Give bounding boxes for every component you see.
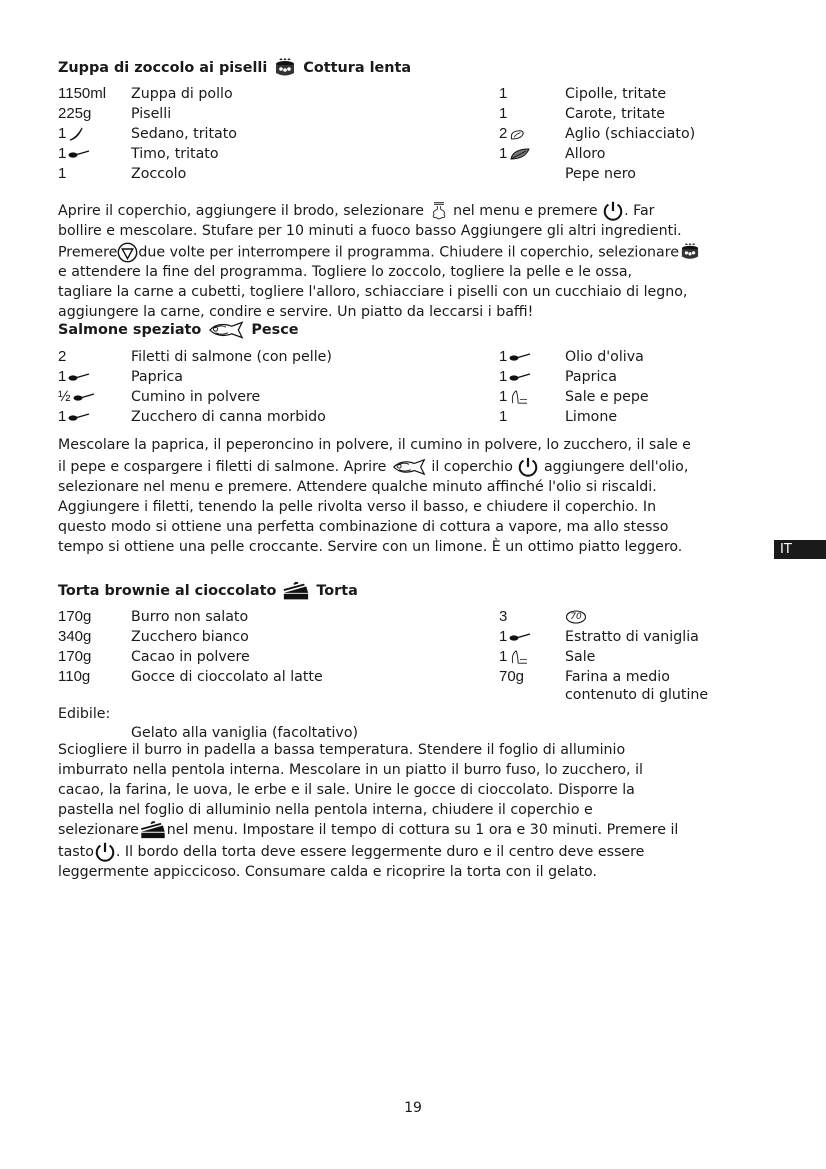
slow-cook-pot-icon [679, 243, 701, 261]
ingredient-qty-wrap [58, 124, 84, 144]
celery-icon [68, 127, 84, 141]
ingredient-row [58, 164, 778, 184]
instruction-text: Aprire il coperchio, aggiungere il brodo, selezionare [58, 203, 425, 219]
ingredient-qty: 1 [499, 368, 508, 385]
ingredient-name: Timo, tritato [131, 146, 219, 162]
teaspoon-icon [68, 372, 90, 382]
ingredient-name: Paprica [565, 369, 617, 385]
ingredient-qty: ½ [58, 388, 71, 405]
pinch-icon [509, 649, 529, 665]
recipe-instructions [58, 436, 770, 558]
instruction-text: il pepe e cospargere i filetti di salmone. Aprire [58, 458, 387, 475]
instruction-text: aggiungere la carne, condire e servire. Un piatto da leccarsi i baffi! [58, 304, 534, 321]
ingredient-row [58, 347, 778, 367]
edible-item: Gelato alla vaniglia (facoltativo) [131, 725, 359, 741]
edible-row [58, 723, 778, 743]
ingredient-row [58, 667, 778, 687]
fish-icon [391, 458, 427, 476]
recipe-mode: Torta [316, 583, 358, 599]
instruction-text: tempo si ottiene una pelle croccante. Servire con un limone. È un ottimo piatto leggero. [58, 538, 683, 555]
egg-size-label: 70 [570, 612, 582, 622]
ingredient-name: Paprica [131, 369, 183, 385]
instruction-text: Mescolare la paprica, il peperoncino in polvere, il cumino in polvere, lo zucchero, il sale e [58, 437, 691, 453]
ingredient-qty: 1 [499, 85, 508, 102]
edible-row [58, 704, 778, 724]
ingredient-qty-wrap [58, 387, 95, 407]
recipe-instructions [58, 200, 770, 323]
instruction-text: questo modo si ottiene una perfetta combinazione di cottura a vapore, ma allo stesso [58, 518, 669, 535]
ingredient-qty-wrap [499, 647, 529, 667]
instruction-text: nel menu e premere [453, 203, 598, 219]
instruction-text: selezionare nel menu e premere. Attendere qualche minuto affinché l'olio si riscaldi. [58, 478, 657, 495]
ingredient-qty: 1 [499, 628, 508, 645]
ingredient-row [58, 647, 778, 667]
bay-leaf-icon [509, 147, 531, 161]
ingredient-name: Carote, tritate [565, 106, 665, 122]
teaspoon-icon [509, 352, 531, 362]
soup-menu-icon [429, 201, 449, 221]
edible-label: Edibile: [58, 706, 111, 722]
pinch-icon [509, 389, 529, 405]
ingredient-qty: 1 [499, 648, 508, 665]
ingredient-name: Zoccolo [131, 166, 187, 182]
recipe-title [58, 581, 358, 601]
ingredient-row [58, 104, 778, 124]
power-icon [517, 456, 539, 478]
ingredient-qty-wrap [499, 124, 525, 144]
ingredient-qty: 1 [499, 105, 508, 122]
ingredient-name: Burro non salato [131, 609, 249, 625]
ingredient-qty-wrap [499, 627, 531, 647]
ingredient-row [58, 84, 778, 104]
ingredient-name: Cipolle, tritate [565, 86, 667, 102]
ingredient-name: Sale [565, 649, 596, 665]
ingredient-name: Pepe nero [565, 166, 636, 182]
ingredient-qty: 1 [58, 368, 67, 385]
ingredient-qty: 1 [58, 165, 67, 182]
instruction-text: tagliare la carne a cubetti, togliere l'alloro, schiacciare i piselli con un cucchiaio di legno, [58, 284, 688, 301]
ingredient-name: Cacao in polvere [131, 649, 250, 665]
ingredient-row [58, 367, 778, 387]
ingredient-row [58, 627, 778, 647]
recipe-title-text: Torta brownie al cioccolato [58, 583, 277, 599]
instruction-text: due volte per interrompere il programma. Chiudere il coperchio, selezionare [138, 244, 679, 261]
ingredient-row [58, 407, 778, 427]
teaspoon-icon [509, 632, 531, 642]
recipe-title-text: Salmone speziato [58, 322, 202, 338]
ingredient-qty: 2 [58, 348, 67, 365]
power-icon [602, 200, 624, 222]
ingredient-qty: 1150ml [58, 85, 107, 102]
recipe-title [58, 320, 299, 340]
instruction-text: leggermente appiccicoso. Consumare calda e ricoprire la torta con il gelato. [58, 863, 597, 880]
ingredient-qty-wrap [58, 367, 90, 387]
page-number: 19 [404, 1100, 422, 1116]
ingredient-qty-wrap [499, 144, 531, 164]
recipe-title [58, 58, 411, 78]
ingredient-name: Zuppa di pollo [131, 86, 233, 102]
ingredient-row [58, 607, 778, 627]
teaspoon-icon [68, 412, 90, 422]
ingredient-qty: 170g [58, 648, 92, 665]
ingredient-name: Estratto di vaniglia [565, 629, 699, 645]
ingredient-qty: 170g [58, 608, 92, 625]
ingredient-qty: 340g [58, 628, 92, 645]
instruction-text: . Il bordo della torta deve essere leggermente duro e il centro deve essere [115, 843, 645, 860]
instruction-text: aggiungere dell'olio, [543, 458, 689, 475]
ingredient-qty: 1 [499, 388, 508, 405]
ingredient-row [58, 387, 778, 407]
ingredient-qty: 1 [58, 408, 67, 425]
instruction-text: . Far [624, 203, 655, 219]
ingredient-row [58, 144, 778, 164]
ingredient-qty: 1 [499, 348, 508, 365]
instruction-text: tasto [58, 843, 94, 860]
cake-icon [139, 821, 167, 839]
instruction-text: Aggiungere i filetti, tenendo la pelle rivolta verso il basso, e chiudere il coperchio. In [58, 498, 657, 515]
egg-icon [565, 610, 587, 624]
instruction-text: Sciogliere il burro in padella a bassa temperatura. Stendere il foglio di alluminio [58, 742, 626, 758]
ingredient-name: Aglio (schiacciato) [565, 126, 696, 142]
ingredient-name: Gocce di cioccolato al latte [131, 669, 323, 685]
ingredient-qty: 1 [58, 125, 67, 142]
ingredient-qty: 110g [58, 668, 91, 685]
cake-icon [282, 581, 310, 601]
instruction-text: Premere [58, 244, 118, 261]
ingredient-name: Zucchero di canna morbido [131, 409, 326, 425]
instruction-text: selezionare [58, 821, 139, 838]
teaspoon-icon [509, 372, 531, 382]
instruction-text: il coperchio [431, 458, 513, 475]
egg-size-wrap [565, 607, 587, 627]
ingredient-name: contenuto di glutine [565, 687, 709, 703]
ingredient-row [58, 685, 778, 705]
recipe-title-text: Zuppa di zoccolo ai piselli [58, 60, 268, 76]
instruction-text: e attendere la fine del programma. Togliere lo zoccolo, togliere la pelle e le ossa, [58, 264, 633, 281]
ingredient-qty: 2 [499, 125, 508, 142]
ingredient-name: Farina a medio [565, 669, 670, 685]
garlic-icon [509, 128, 525, 141]
ingredient-qty: 1 [499, 408, 508, 425]
ingredient-name: Zucchero bianco [131, 629, 249, 645]
fish-icon [207, 320, 245, 340]
ingredient-qty-wrap [499, 347, 531, 367]
ingredient-qty-wrap [58, 144, 90, 164]
ingredient-row [58, 124, 778, 144]
instruction-text: bollire e mescolare. Stufare per 10 minuti a fuoco basso Aggiungere gli altri ingredienti. [58, 223, 682, 239]
ingredient-name: Sale e pepe [565, 389, 649, 405]
ingredient-name: Alloro [565, 146, 606, 162]
tablespoon-icon [68, 149, 90, 159]
ingredient-name: Sedano, tritato [131, 126, 237, 142]
ingredient-qty-wrap [499, 387, 529, 407]
ingredient-name: Piselli [131, 106, 172, 122]
recipe-mode: Pesce [251, 322, 299, 338]
ingredient-name: Limone [565, 409, 618, 425]
recipe-instructions [58, 741, 770, 882]
ingredient-name: Olio d'oliva [565, 349, 644, 365]
power-icon [94, 841, 116, 863]
instruction-text: pastella nel foglio di alluminio nella pentola interna, chiudere il coperchio e [58, 801, 593, 818]
ingredient-qty-wrap [58, 407, 90, 427]
ingredient-qty: 1 [499, 145, 508, 162]
ingredient-name: Filetti di salmone (con pelle) [131, 349, 332, 365]
ingredient-qty: 225g [58, 105, 92, 122]
language-tab: IT [774, 540, 826, 559]
cancel-icon [117, 242, 138, 263]
ingredient-qty: 70g [499, 668, 525, 685]
instruction-text: imburrato nella pentola interna. Mescolare in un piatto il burro fuso, lo zucchero, il [58, 761, 643, 778]
teaspoon-icon [73, 392, 95, 402]
recipe-mode: Cottura lenta [303, 60, 412, 76]
ingredient-qty-wrap [499, 367, 531, 387]
slow-cook-pot-icon [273, 58, 297, 78]
instruction-text: nel menu. Impostare il tempo di cottura su 1 ora e 30 minuti. Premere il [166, 821, 679, 838]
ingredient-qty: 3 [499, 608, 508, 625]
ingredient-qty: 1 [58, 145, 67, 162]
instruction-text: cacao, la farina, le uova, le erbe e il sale. Unire le gocce di cioccolato. Disporre la [58, 781, 635, 798]
ingredient-name: Cumino in polvere [131, 389, 261, 405]
